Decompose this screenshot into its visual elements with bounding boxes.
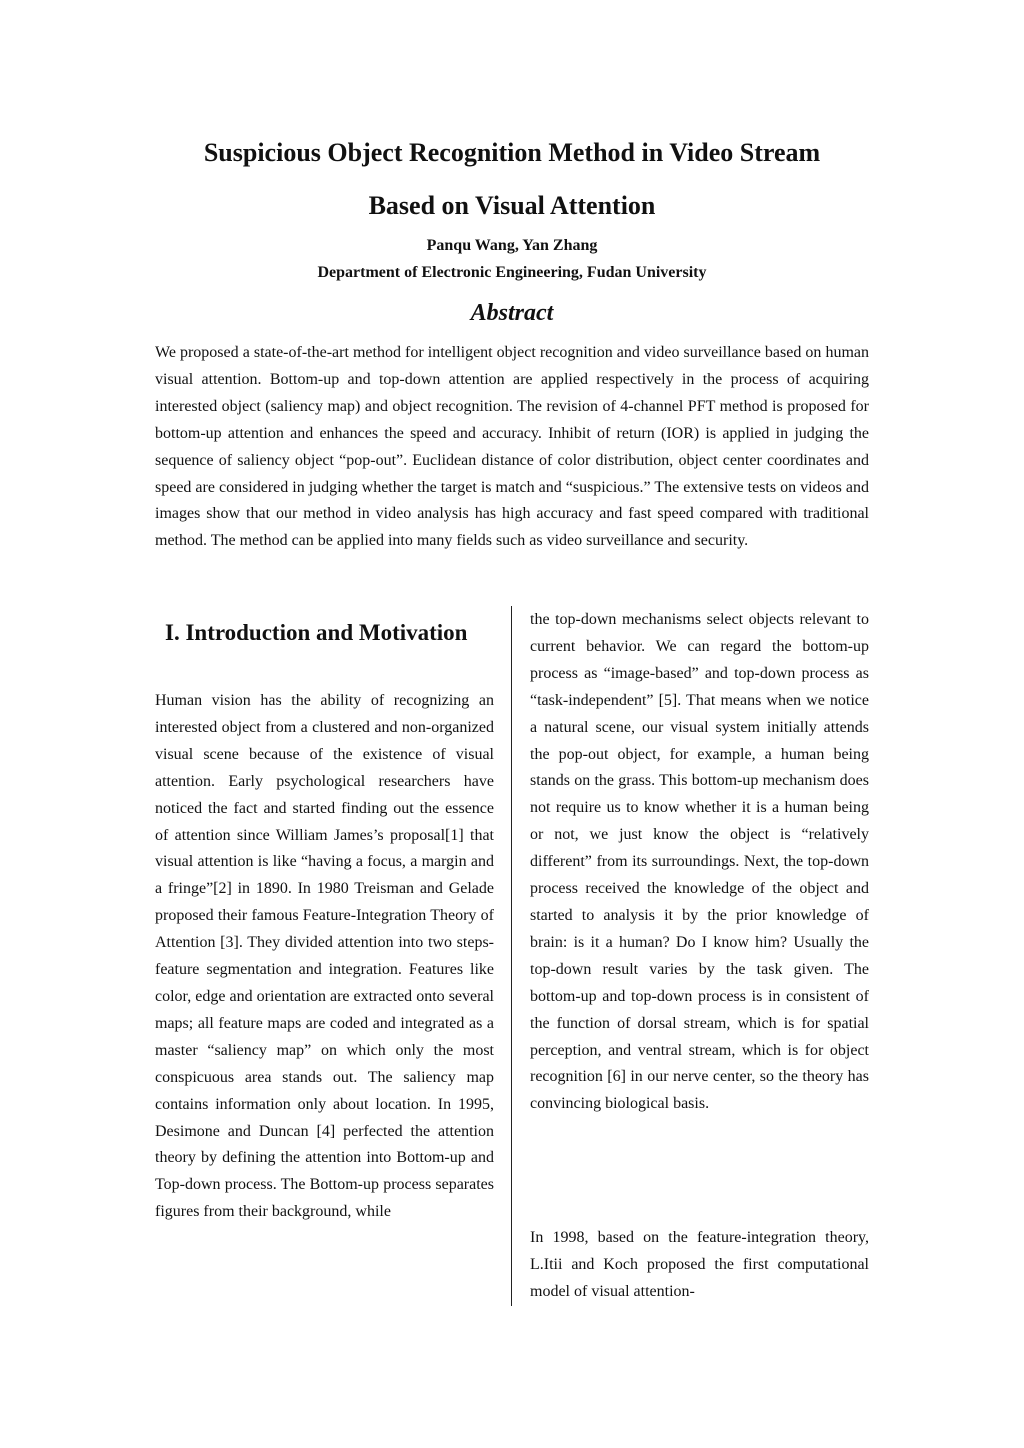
intro-left-column-paragraph: Human vision has the ability of recognizing an interested object from a clustered and non-organized visual scene because of the existence of visual attention. Early psychological researchers have noticed the fact and started finding out the essence of attention since William James’s proposal[1] that visual attention is like “having a focus, a margin and a fringe”[2] in 1890. In 1980 Treisman and Gelade proposed their famous Feature-Integration Theory of Attention [3]. They divided attention into two steps- feature segmentation and integration. Features like color, edge and orientation are extracted onto several maps; all feature maps are coded and integrated as a master “saliency map” on which only the most conspicuous area stands out. The saliency map contains information only about location. In 1995, Desimone and Duncan [4] perfected the attention theory by defining the attention into Bottom-up and Top-down process. The Bottom-up process separates figures from their background, while <box>155 692 494 1221</box>
affiliation: Department of Electronic Engineering, Fudan University <box>317 264 707 281</box>
section-heading-introduction: I. Introduction and Motivation <box>165 620 468 645</box>
intro-right-column-paragraph-2: In 1998, based on the feature-integration theory, L.Itii and Koch proposed the first computational model of visual attention- <box>530 1229 869 1300</box>
authors: Panqu Wang, Yan Zhang <box>426 237 598 254</box>
abstract-body: We proposed a state-of-the-art method for intelligent object recognition and video surveillance based on human visual attention. Bottom-up and top-down attention are applied respectively in the process of acquiring interested object (saliency map) and object recognition. The revision of 4-channel PFT method is proposed for bottom-up attention and enhances the speed and accuracy. Inhibit of return (IOR) is applied in judging the sequence of saliency object “pop-out”. Euclidean distance of color distribution, object center coordinates and speed are considered in judging whether the target is match and “suspicious.” The extensive tests on videos and images show that our method in video analysis has high accuracy and fast speed compared with traditional method. The method can be applied into many fields such as video surveillance and security. <box>155 344 869 550</box>
paper-title-line-2: Based on Visual Attention <box>368 191 656 220</box>
paper-title-line-1: Suspicious Object Recognition Method in Video Stream <box>203 138 821 167</box>
column-divider <box>511 606 512 1306</box>
intro-right-column-paragraph-1: the top-down mechanisms select objects relevant to current behavior. We can regard the bottom-up process as “image-based” and top-down process as “task-independent” [5]. That means when we notice a natural scene, our visual system initially attends the pop-out object, for example, a human being stands on the grass. This bottom-up mechanism does not require us to know whether it is a human being or not, we just know the object is “relatively different” from its surroundings. Next, the top-down process received the knowledge of the object and started to analysis it by the prior knowledge of brain: is it a human? Do I know him? Usually the top-down result varies by the task given. The bottom-up and top-down process is in consistent of the function of dorsal stream, which is for spatial perception, and ventral stream, which is for object recognition [6] in our nerve center, so the theory has convincing biological basis. <box>530 611 869 1113</box>
abstract-heading: Abstract <box>470 300 554 326</box>
